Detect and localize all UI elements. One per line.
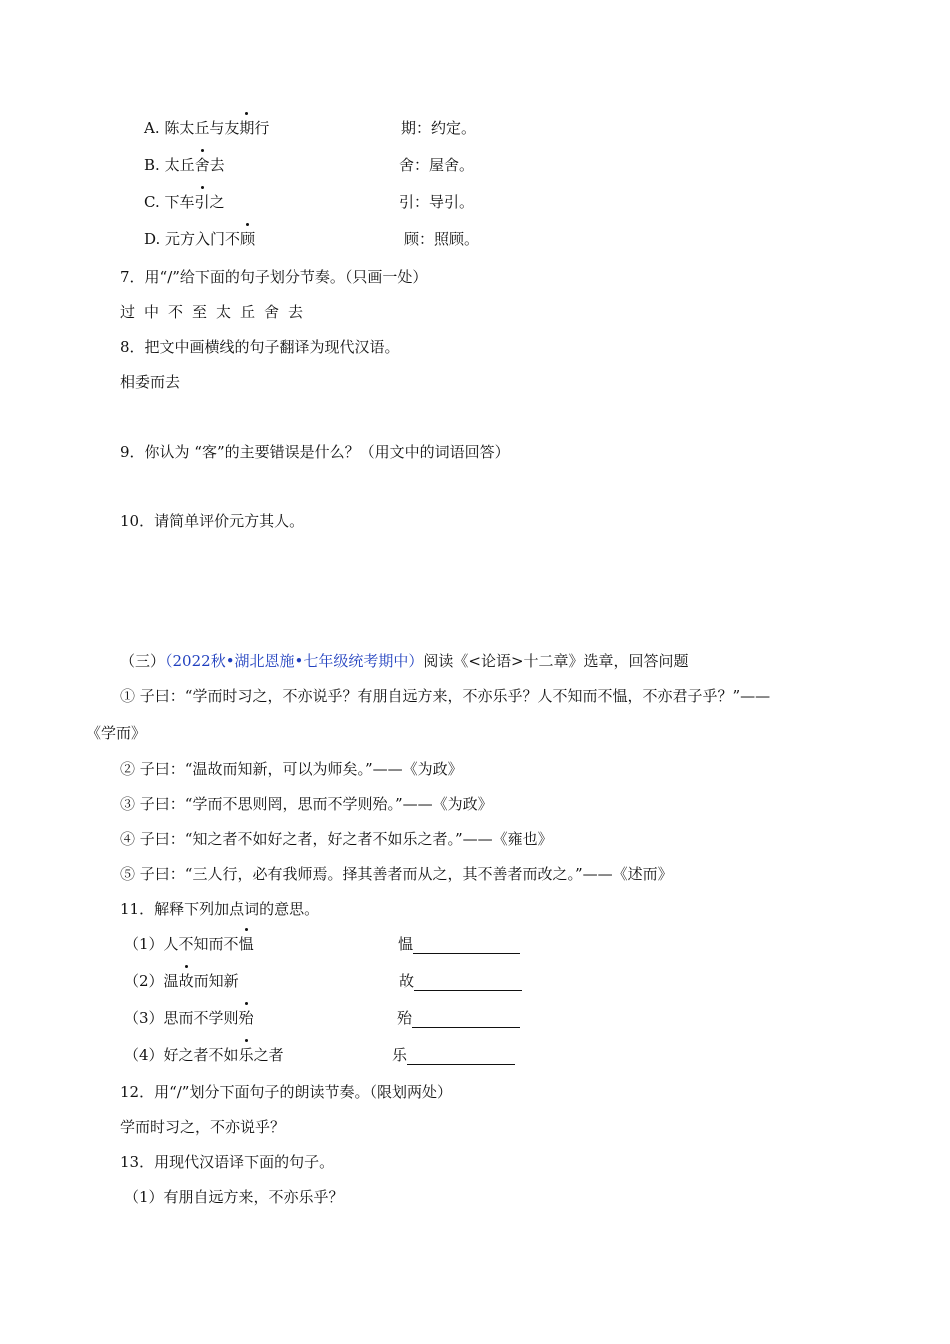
emphasis-dot-char: 引 [194,193,210,211]
q11-item-2: （2）温故而知新 [124,972,239,990]
q12-prompt: 12．用“/”划分下面句子的朗读节奏。（限划两处） [120,1083,452,1101]
q13-item-1: （1）有朋自远方来，不亦乐乎？ [124,1188,344,1206]
q12-sentence: 学而时习之，不亦说乎？ [120,1118,286,1136]
exam-source: （2022秋•湖北恩施•七年级统考期中） [165,652,424,670]
emphasis-dot-char: 顾 [240,230,256,248]
q11-item-4: （4）好之者不如乐之者 [124,1046,284,1064]
q11-prompt: 11．解释下列加点词的意思。 [120,900,320,918]
emphasis-dot-char: 故 [178,972,194,990]
q10-prompt: 10．请简单评价元方其人。 [120,512,305,530]
q6-option-c-gloss: 引：导引。 [399,193,475,211]
q6-option-b-gloss: 舍：屋舍。 [399,156,475,174]
q11-item-1-answer: 愠 [398,934,520,954]
q6-option-d: D. 元方入门不顾 [144,230,256,248]
q6-option-d-gloss: 顾：照顾。 [404,230,480,248]
passage-2: ② 子曰：“温故而知新，可以为师矣。”——《为政》 [120,760,463,778]
section-3-heading: （三）（2022秋•湖北恩施•七年级统考期中）阅读《<论语>十二章》选章，回答问题 [120,652,689,670]
q13-prompt: 13．用现代汉语译下面的句子。 [120,1153,335,1171]
emphasis-dot-char: 殆 [238,1009,254,1027]
q11-item-3: （3）思而不学则殆 [124,1009,254,1027]
q11-item-2-answer: 故 [399,971,522,991]
emphasis-dot-char: 愠 [238,935,254,953]
q11-item-4-answer: 乐 [392,1045,515,1065]
answer-blank[interactable] [412,1012,520,1028]
q9-prompt: 9．你认为 “客”的主要错误是什么？（用文中的词语回答） [120,443,510,461]
q8-sentence: 相委而去 [120,373,181,391]
passage-5: ⑤ 子曰：“三人行，必有我师焉。择其善者而从之，其不善者而改之。”——《述而》 [120,865,673,883]
q6-option-a: A. 陈太丘与友期行 [144,119,270,137]
emphasis-dot-char: 乐 [238,1046,254,1064]
q6-option-a-gloss: 期：约定。 [401,119,477,137]
passage-3: ③ 子曰：“学而不思则罔，思而不学则殆。”——《为政》 [120,795,493,813]
passage-1-source: 《学而》 [86,724,147,742]
q11-item-3-answer: 殆 [397,1008,520,1028]
passage-1: ① 子曰：“学而时习之，不亦说乎？有朋自远方来，不亦乐乎？人不知而不愠，不亦君子乎？”—— [120,687,771,705]
emphasis-dot-char: 舍 [194,156,210,174]
answer-blank[interactable] [414,975,522,991]
q11-item-1: （1）人不知而不愠 [124,935,254,953]
q6-option-c: C. 下车引之 [144,193,225,211]
q7-prompt: 7．用“/”给下面的句子划分节奏。（只画一处） [120,268,428,286]
emphasis-dot-char: 期 [239,119,255,137]
answer-blank[interactable] [407,1049,515,1065]
q7-sentence: 过中不至太丘舍去 [120,303,313,321]
passage-4: ④ 子曰：“知之者不如好之者，好之者不如乐之者。”——《雍也》 [120,830,553,848]
q6-option-b: B. 太丘舍去 [144,156,225,174]
q8-prompt: 8．把文中画横线的句子翻译为现代汉语。 [120,338,400,356]
answer-blank[interactable] [413,938,520,954]
